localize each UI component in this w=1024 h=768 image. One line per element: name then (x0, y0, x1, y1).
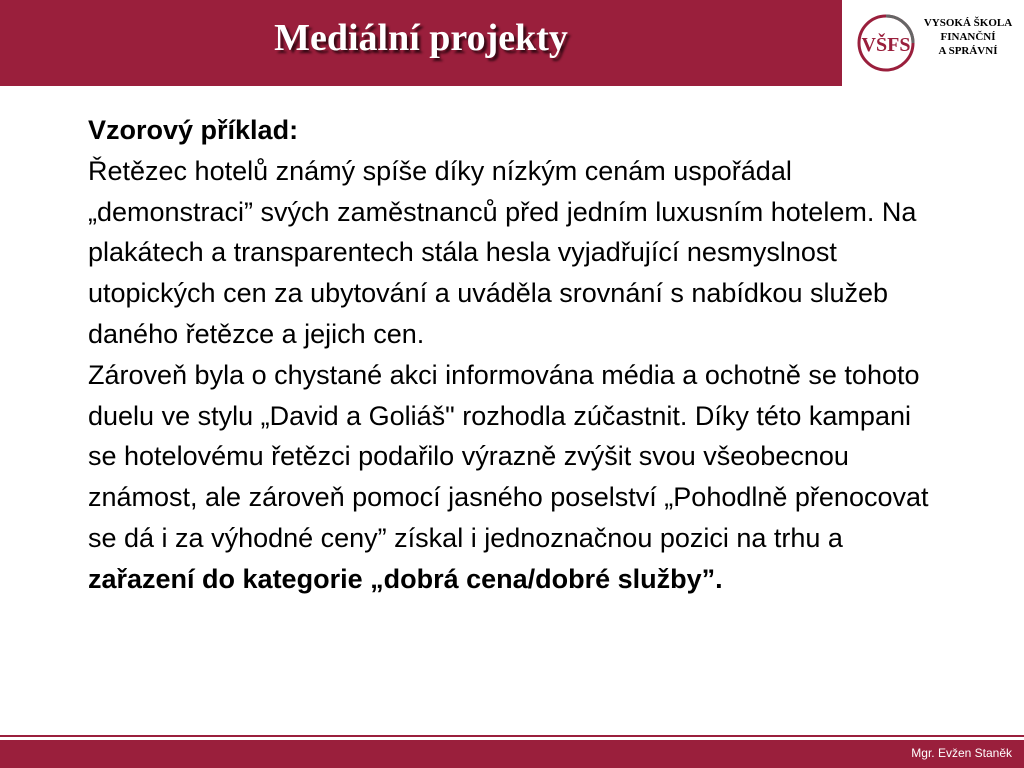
page-title: Mediální projekty (274, 17, 568, 59)
content-body-2: Zároveň byla o chystané akci informována média a ochotně se tohoto duelu ve stylu „David a Goliáš" rozhodla zúčastnit. Díky této kampani se hotelovému řetězci podařilo výrazně zvýšit svou všeobecnou známost, ale zároveň pomocí jasného poselství „Pohodlně přenocovat se dá i za výhodné ceny” získal i jednoznačnou pozici na trhu a (88, 359, 929, 553)
school-name-line1: VYSOKÁ ŠKOLA (923, 17, 1013, 29)
school-name-line2: FINANČNÍ (940, 31, 996, 43)
school-logo (844, 0, 1024, 86)
logo-monogram: VŠFS (861, 34, 911, 56)
header-bar (0, 0, 842, 86)
content-paragraph (88, 151, 938, 355)
footer-bar (0, 740, 1024, 768)
content-body: Řetězec hotelů známý spíše díky nízkým cenám uspořádal „demonstraci” svých zaměstnanců před jedním luxusním hotelem. Na plakátech a transparentech stála hesla vyjadřující nesmyslnost utopických cen za ubytování a uváděla srovnání s nabídkou služeb daného řetězce a jejich cen. (88, 155, 917, 349)
school-name-line3: A SPRÁVNÍ (938, 45, 998, 57)
school-name (918, 16, 1018, 58)
content-paragraph-2 (88, 355, 938, 600)
content-emphasis: zařazení do kategorie „dobrá cena/dobré služby”. (88, 563, 723, 594)
footer-divider (0, 735, 1024, 737)
content-heading: Vzorový příklad: (88, 115, 299, 145)
footer-author: Mgr. Evžen Staněk (911, 746, 1012, 760)
slide-content (88, 110, 938, 600)
school-emblem-icon (856, 8, 916, 78)
